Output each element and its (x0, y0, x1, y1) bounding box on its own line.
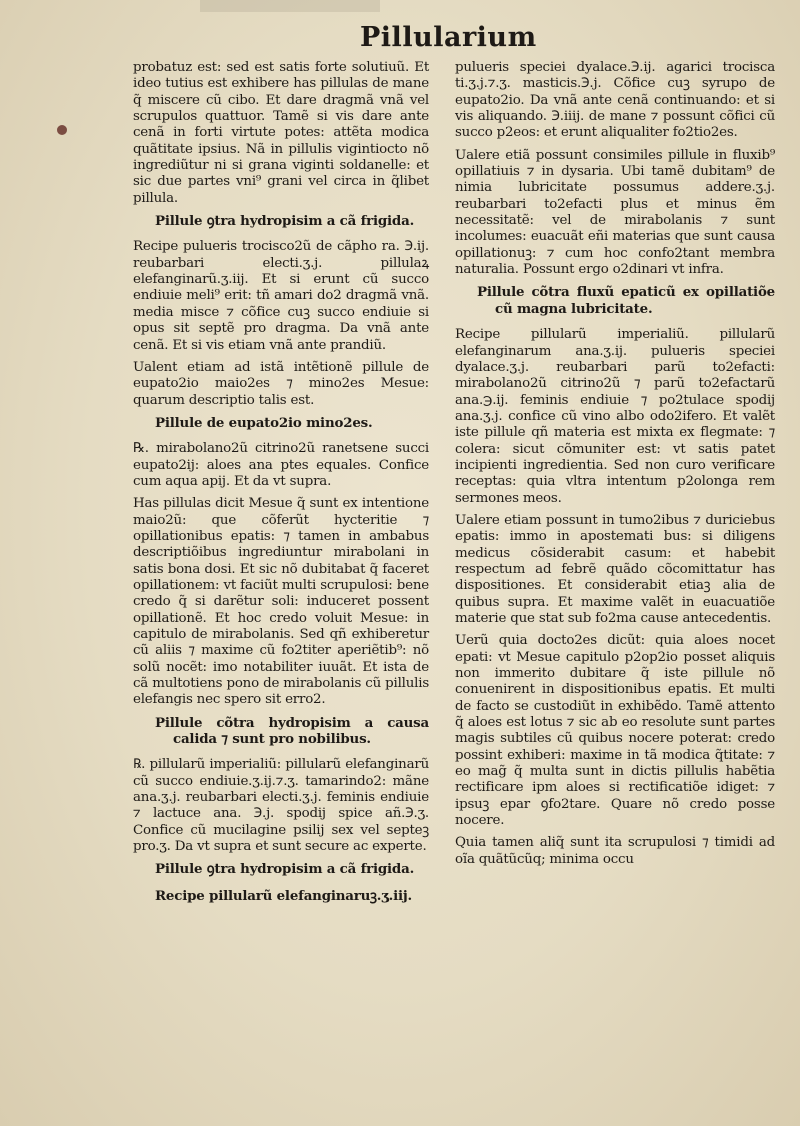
paragraph: ℞. pillularũ imperialiũ: pillularũ elefanginarũ cũ succo endiuie.ʒ.ij.⁊.ʒ. tamarindo2: mãne ana.ʒ.j. reubarbari electi.ʒ.j. feminis endiuie ⁊ lactuce ana. ℈.j. spodij spice añ.℈.ʒ. Confice cũ mucilagine psilij sex vel septeꝫ pro.ʒ. Da vt supra et sunt secure ac experte. (133, 757, 429, 855)
paragraph: pulueris speciei dyalace.℈.ij. agarici trocisca ti.ʒ.j.⁊.ʒ. masticis.℈.j. Cõfice cuꝫ syrupo de eupato2io. Da vnã ante cenã continuando: et si vis aliquando. ℈.iiij. de mane ⁊ possunt cõfici cũ succo p2eos: et erunt aliqualiter fo2tio2es. (455, 60, 775, 141)
paragraph: Has pillulas dicit Mesue q̃ sunt ex intentione maio2ũ: que cõferũt hycteritie ⁊ opillationibus epatis: ⁊ tamen in ambabus descriptiõibus ingrediuntur mirabolani in satis bona dosi. Et sic nõ dubitabat q̃ faceret opillationem: vt faciũt multi scrupulosi: bene credo q̃ si darẽtur soli: induceret possent opillationẽ. Et hoc credo voluit Mesue: in capitulo de mirabolanis. Sed qñ exhiberetur cũ aliis ⁊ maxime cũ fo2titer aperiẽtib⁹: nõ solũ nocẽt: imo notabiliter iuuãt. Et ista de cã multotiens pono de mirabolanis cũ pillulis elefangis nec spero sit erro2. (133, 496, 429, 708)
ink-blot (57, 125, 67, 135)
paragraph: Ualere etiã possunt consimiles pillule in fluxib⁹ opillatiuis ⁊ in dysaria. Ubi tamẽ dubitam⁹ de nimia lubricitate possumus addere.ʒ.j. reubarbari to2efacti plus et minus ẽm necessitatẽ: vel de mirabolanis ⁊ sunt incolumes: euacuãt eñi materias que sunt causa opillationuꝫ: ⁊ cum hoc confo2tant membra naturalia. Possunt ergo o2dinari vt infra. (455, 147, 775, 278)
paragraph: Ualere etiam possunt in tumo2ibus ⁊ duriciebus epatis: immo in apostemati bus: si diligens medicus cõsiderabit casum: et habebit respectum ad febrẽ quãdo cõcomittatur has dispositiones. Et considerabit etiaꝫ alia de quibus supra. Et maxime valẽt in euacuatiõe materie que stat sub fo2ma cause antecedentis. (455, 512, 775, 626)
section-heading: Pillule ꝯtra hydropisim a cã frigida. (155, 213, 415, 230)
paragraph: Quia tamen aliq̃ sunt ita scrupulosi ⁊ timidi ad oĩa quãtũcũq; minima occu (455, 835, 775, 867)
paragraph: Ualent etiam ad istã intẽtionẽ pillule de eupato2io maio2es ⁊ mino2es Mesue: quarum descriptio talis est. (133, 359, 429, 408)
section-heading: Pillule ꝯtra hydropisim a cã frigida. (155, 861, 415, 878)
paragraph: ℞. mirabolano2ũ citrino2ũ ranetsene succi eupato2ij: aloes ana ptes equales. Confice cum aqua apij. Et da vt supra. (133, 441, 429, 489)
right-column (455, 60, 775, 874)
paragraph: probatuz est: sed est satis forte solutiuũ. Et ideo tutius est exhibere has pillulas de mane q̃ miscere cũ cibo. Et dare dragmã vnã vel scrupulos quattuor. Tamẽ si vis dare ante cenã in forti virtute potes: attẽta modica quãtitate ipsius. Nã in pillulis vigintiocto nõ ingrediũtur ni si grana viginti soldanelle: et sic due partes vni⁹ grani vel circa in q̃libet pillula. (133, 60, 429, 206)
left-column (133, 60, 429, 914)
running-head: Pillularium (360, 22, 537, 53)
section-heading: Pillule cõtra fluxũ epaticũ ex opillatiõe cũ magna lubricitate. (477, 284, 775, 317)
section-heading: Pillule cõtra hydropisim a causa calida ⁊ sunt pro nobilibus. (155, 714, 429, 748)
paragraph: Recipe pulueris trocisco2ũ de cãpho ra. ℈.ij. reubarbari electi.ʒ.j. pillulaꝝ elefanginarũ.ʒ.iij. Et si erunt cũ succo endiuie meli⁹ erit: tñ amari do2 dragmã vnã. media misce ⁊ cõfice cuꝫ succo endiuie si opus sit septẽ pro dragma. Da vnã ante cenã. Et si vis etiam vnã ante prandiũ. (133, 239, 429, 353)
paragraph: Uerũ quia docto2es dicũt: quia aloes nocet epati: vt Mesue capitulo p2op2io posset aliquis non immerito dubitare q̃ iste pillule nõ conuenirent in dispositionibus epatis. Et multi de facto se custodiũt in exhibẽdo. Tamẽ attento q̃ aloes est lotus ⁊ sic ab eo resolute sunt partes magis subtiles cũ quibus nocere poterat: credo possint exhiberi: maxime in tã modica q̃titate: ⁊ eo mag̃ q̃ multa sunt in dictis pillulis habẽtia rectificare ipm aloes si rectificatiõe idiget: ⁊ ipsuꝫ epar ꝯfo2tare. Quare nõ credo posse nocere. (455, 633, 775, 829)
section-heading: Recipe pillularũ elefanginaruꝫ.ʒ.iij. (155, 887, 413, 904)
section-heading: Pillule de eupato2io mino2es. (155, 414, 373, 431)
paragraph: Recipe pillularũ imperialiũ. pillularũ elefanginarum ana.ʒ.ij. pulueris speciei dyalace.ʒ.j. reubarbari parũ to2efacti: mirabolano2ũ citrino2ũ ⁊ parũ to2efactarũ ana.℈.ij. feminis endiuie ⁊ po2tulace spodij ana.ʒ.j. confice cũ vino albo odo2ifero. Et valẽt iste pillule qñ materia est mixta ex flegmate: ⁊ colera: sicut cõmuniter est: vt satis patet incipienti ingredientia. Sed non curo verificare receptas: quia vltra intentum p2olonga rem sermones meos. (455, 327, 775, 506)
page-stain (200, 0, 380, 12)
